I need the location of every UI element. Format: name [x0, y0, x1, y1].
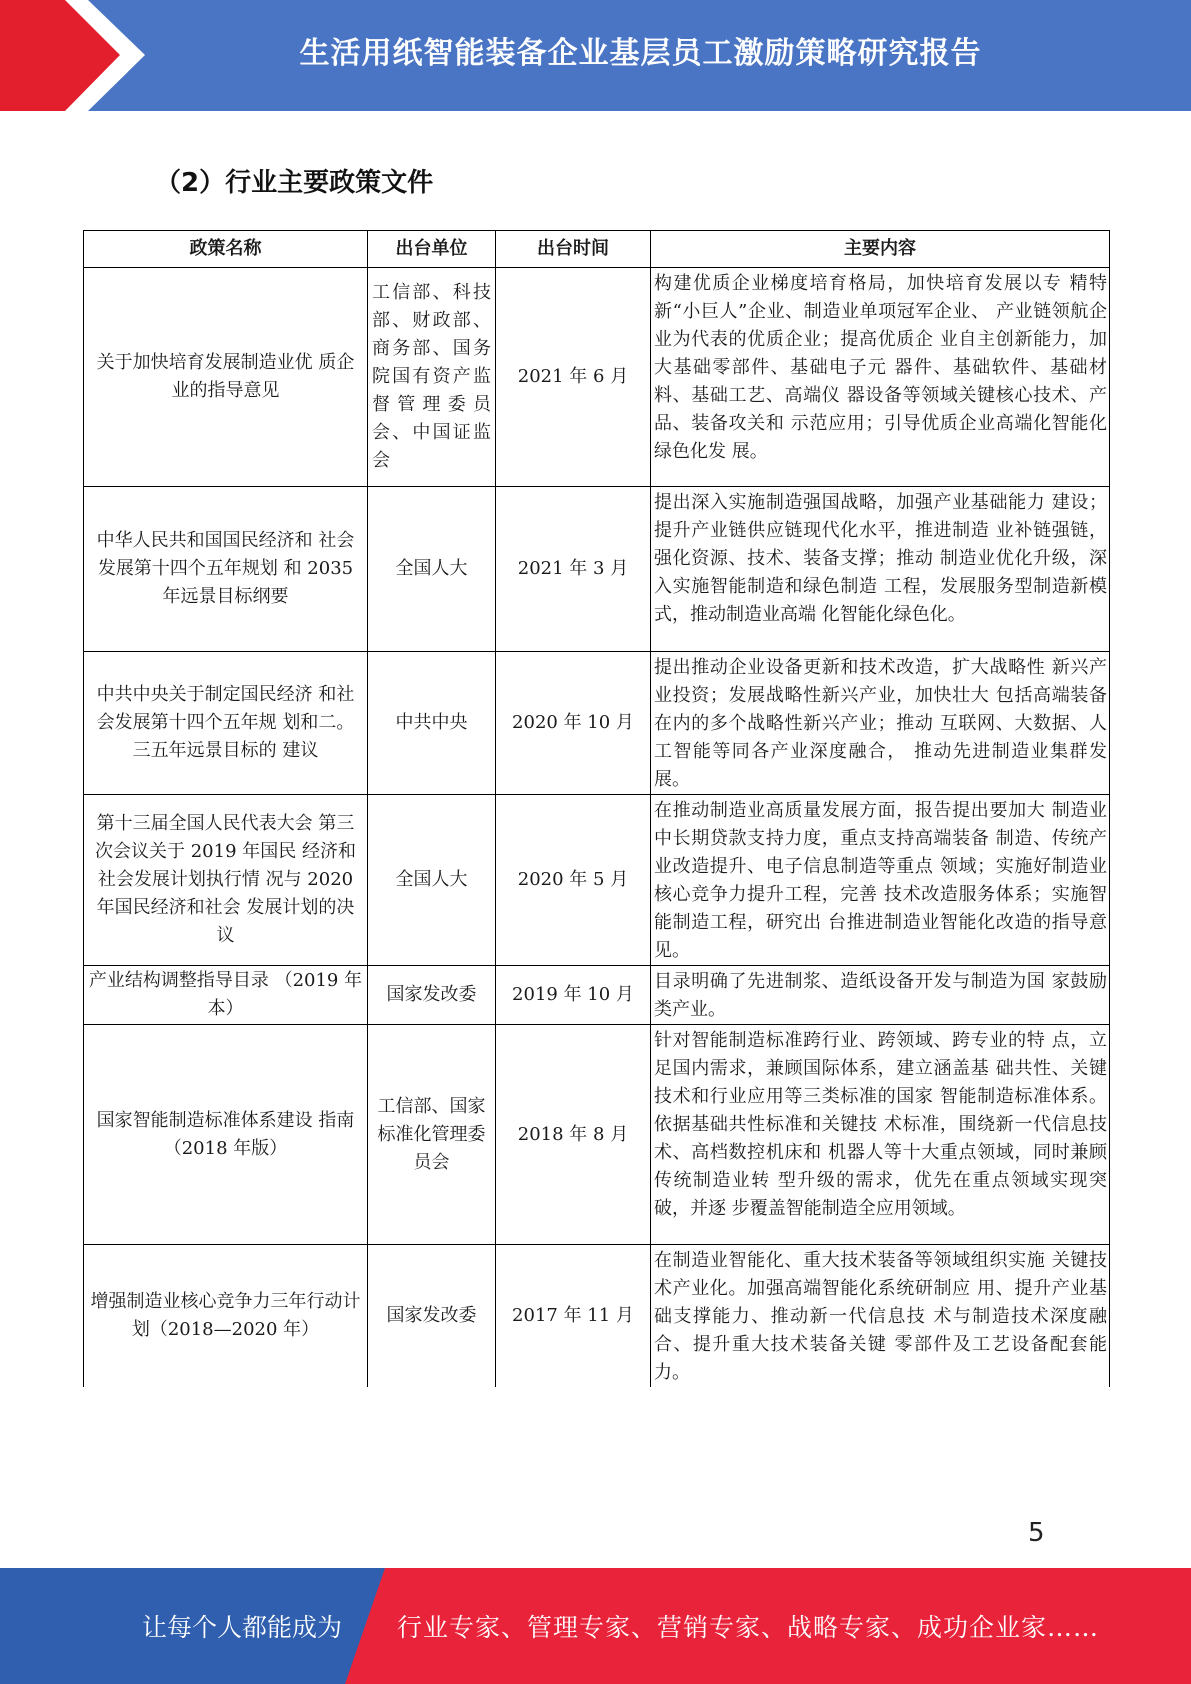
main-content-cell: 在推动制造业高质量发展方面，报告提出要加大 制造业中长期贷款支持力度，重点支持高端装备 制造、传统产业改造提升、电子信息制造等重点 领域；实施好制造业核心竞争力提升工程，完善 技术改造服务体系；实施智能制造工程，研究出 台推进制造业智能化改造的指导意见。	[651, 795, 1110, 966]
footer-slogan-left: 让每个人都能成为	[142, 1613, 343, 1642]
main-content-cell: 在制造业智能化、重大技术装备等领域组织实施 关键技术产业化。加强高端智能化系统研制应 用、提升产业基础支撑能力、推动新一代信息技 术与制造技术深度融合、提升重大技术装备关键 零部件及工艺设备配套能力。	[651, 1245, 1110, 1388]
main-content-cell: 目录明确了先进制浆、造纸设备开发与制造为国 家鼓励类产业。	[651, 966, 1110, 1025]
column-header-issuing-unit: 出台单位	[368, 231, 496, 268]
policy-name-cell: 关于加快培育发展制造业优 质企业的指导意见	[84, 268, 368, 487]
column-header-policy-name: 政策名称	[84, 231, 368, 268]
policy-name-cell: 国家智能制造标准体系建设 指南（2018 年版）	[84, 1025, 368, 1245]
section-heading: （2）行业主要政策文件	[155, 168, 434, 198]
policy-name-cell: 第十三届全国人民代表大会 第三次会议关于 2019 年国民 经济和社会发展计划执行情 况与 2020 年国民经济和社会 发展计划的决议	[84, 795, 368, 966]
page-number: 5	[1028, 1518, 1045, 1548]
issuing-unit-cell: 全国人大	[368, 795, 496, 966]
main-content-cell: 提出推动企业设备更新和技术改造，扩大战略性 新兴产业投资；发展战略性新兴产业，加快壮大 包括高端装备在内的多个战略性新兴产业；推动 互联网、大数据、人工智能等同各产业深度融合， 推动先进制造业集群发展。	[651, 652, 1110, 795]
issue-date-cell: 2019 年 10 月	[496, 966, 651, 1025]
issuing-unit-cell: 中共中央	[368, 652, 496, 795]
main-content-cell: 构建优质企业梯度培育格局，加快培育发展以专 精特新“小巨人”企业、制造业单项冠军企业、 产业链领航企业为代表的优质企业；提高优质企 业自主创新能力，加大基础零部件、基础电子元 器件、基础软件、基础材料、基础工艺、高端仪 器设备等领域关键核心技术、产品、装备攻关和 示范应用；引导优质企业高端化智能化绿色化发 展。	[651, 268, 1110, 487]
policy-table	[83, 230, 1110, 1387]
issue-date-cell: 2020 年 10 月	[496, 652, 651, 795]
main-content-cell: 针对智能制造标准跨行业、跨领域、跨专业的特 点，立足国内需求，兼顾国际体系，建立涵盖基 础共性、关键技术和行业应用等三类标准的国家 智能制造标准体系。依据基础共性标准和关键技 术标准，围绕新一代信息技术、高档数控机床和 机器人等十大重点领域，同时兼顾传统制造业转 型升级的需求，优先在重点领域实现突破，并逐 步覆盖智能制造全应用领域。	[651, 1025, 1110, 1245]
table-row	[84, 652, 1110, 795]
policy-name-cell: 增强制造业核心竞争力三年行动计划（2018—2020 年）	[84, 1245, 368, 1388]
policy-name-cell: 中华人民共和国国民经济和 社会发展第十四个五年规划 和 2035 年远景目标纲要	[84, 487, 368, 652]
issue-date-cell: 2020 年 5 月	[496, 795, 651, 966]
issue-date-cell: 2018 年 8 月	[496, 1025, 651, 1245]
issue-date-cell: 2021 年 6 月	[496, 268, 651, 487]
table-row	[84, 1025, 1110, 1245]
issue-date-cell: 2017 年 11 月	[496, 1245, 651, 1388]
column-header-main-content: 主要内容	[651, 231, 1110, 268]
table-header-row	[84, 231, 1110, 268]
footer-slogan-right: 行业专家、管理专家、营销专家、战略专家、成功企业家……	[397, 1613, 1100, 1642]
policy-name-cell: 产业结构调整指导目录 （2019 年本）	[84, 966, 368, 1025]
column-header-issue-date: 出台时间	[496, 231, 651, 268]
issuing-unit-cell: 国家发改委	[368, 1245, 496, 1388]
table-row	[84, 795, 1110, 966]
issuing-unit-cell: 国家发改委	[368, 966, 496, 1025]
header-arrow-decoration	[0, 0, 160, 111]
footer-banner	[0, 1568, 1191, 1684]
document-title: 生活用纸智能装备企业基层员工激励策略研究报告	[299, 36, 982, 71]
main-content-cell: 提出深入实施制造强国战略，加强产业基础能力 建设；提升产业链供应链现代化水平，推进制造 业补链强链，强化资源、技术、装备支撑；推动 制造业优化升级，深入实施智能制造和绿色制造 工程，发展服务型制造新模式，推动制造业高端 化智能化绿色化。	[651, 487, 1110, 652]
header-banner	[0, 0, 1191, 111]
issue-date-cell: 2021 年 3 月	[496, 487, 651, 652]
table-row	[84, 268, 1110, 487]
issuing-unit-cell: 工信部、科技部、财政部、商务部、国务院国有资产监督管理委员会、中国证监会	[368, 268, 496, 487]
table-row	[84, 966, 1110, 1025]
issuing-unit-cell: 全国人大	[368, 487, 496, 652]
table-row	[84, 487, 1110, 652]
issuing-unit-cell: 工信部、国家标准化管理委员会	[368, 1025, 496, 1245]
table-row	[84, 1245, 1110, 1388]
policy-name-cell: 中共中央关于制定国民经济 和社会发展第十四个五年规 划和二。三五年远景目标的 建议	[84, 652, 368, 795]
